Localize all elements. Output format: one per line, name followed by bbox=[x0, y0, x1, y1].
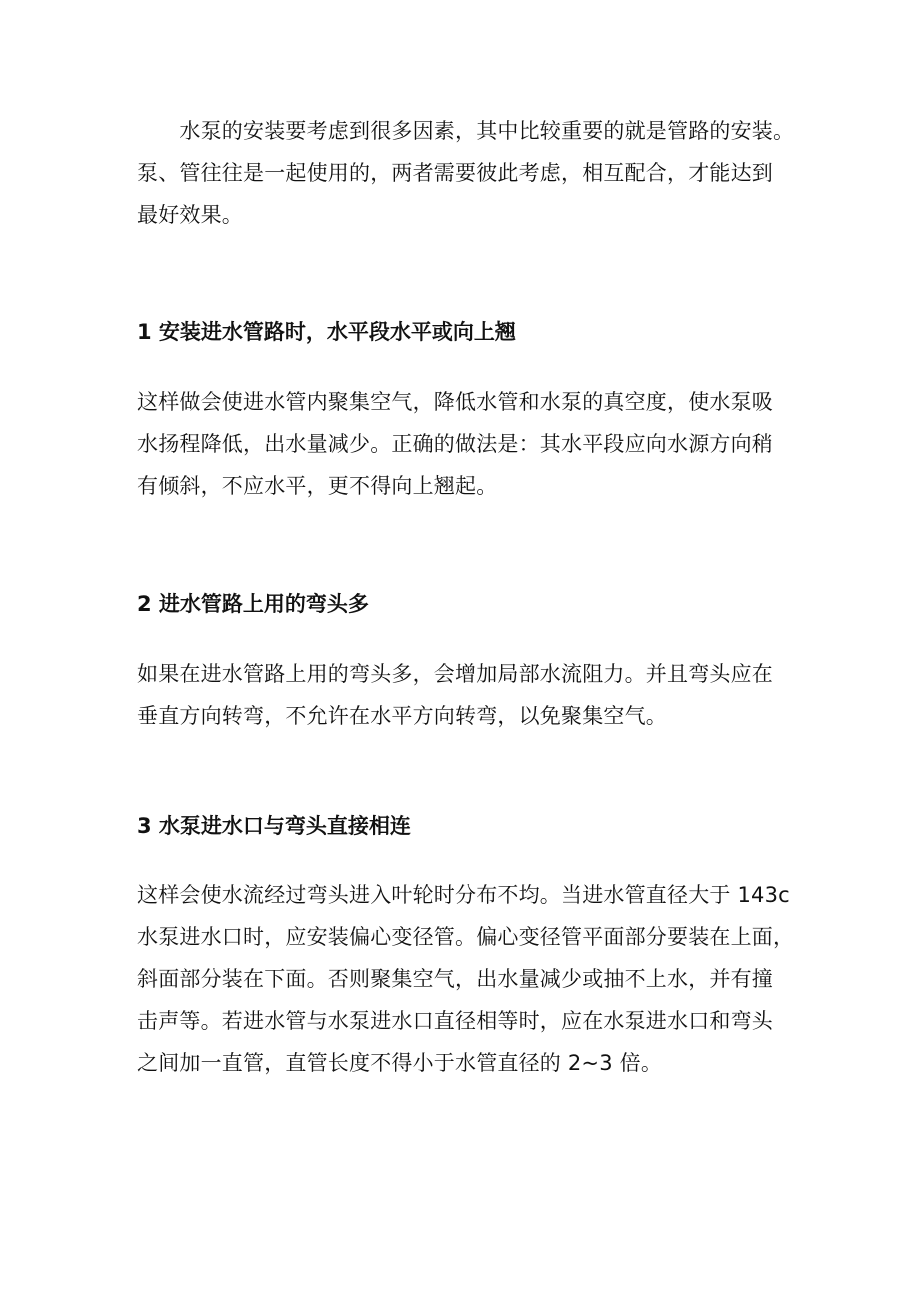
section-2-paragraph bbox=[137, 653, 797, 737]
heading-text: 1 安装进水管路时，水平段水平或向上翘 bbox=[137, 320, 516, 344]
section-1-paragraph bbox=[137, 381, 797, 507]
intro-paragraph bbox=[137, 110, 797, 236]
text-line: 水泵进水口时，应安装偏心变径管。偏心变径管平面部分要装在上面， bbox=[137, 925, 795, 949]
text-line: 水泵的安装要考虑到很多因素，其中比较重要的就是管路的安装。 bbox=[137, 119, 795, 143]
text-line: 如果在进水管路上用的弯头多，会增加局部水流阻力。并且弯头应在 bbox=[137, 662, 773, 686]
section-2-heading bbox=[137, 583, 797, 625]
heading-text: 3 水泵进水口与弯头直接相连 bbox=[137, 814, 411, 838]
text-line: 这样做会使进水管内聚集空气，降低水管和水泵的真空度，使水泵吸 bbox=[137, 390, 773, 414]
text-line: 这样会使水流经过弯头进入叶轮时分布不均。当进水管直径大于 143c bbox=[137, 883, 790, 907]
text-line: 水扬程降低，出水量减少。正确的做法是：其水平段应向水源方向稍 bbox=[137, 432, 773, 456]
text-line: 斜面部分装在下面。否则聚集空气，出水量减少或抽不上水，并有撞 bbox=[137, 967, 773, 991]
text-line: 垂直方向转弯，不允许在水平方向转弯，以免聚集空气。 bbox=[137, 704, 667, 728]
text-line: 之间加一直管，直管长度不得小于水管直径的 2~3 倍。 bbox=[137, 1051, 663, 1075]
text-line: 泵、管往往是一起使用的，两者需要彼此考虑，相互配合，才能达到 bbox=[137, 161, 773, 185]
text-line: 最好效果。 bbox=[137, 203, 243, 227]
section-3-paragraph bbox=[137, 874, 797, 1084]
section-3-heading bbox=[137, 805, 797, 847]
text-line: 有倾斜，不应水平，更不得向上翘起。 bbox=[137, 474, 498, 498]
text-line: 击声等。若进水管与水泵进水口直径相等时，应在水泵进水口和弯头 bbox=[137, 1009, 773, 1033]
section-1-heading bbox=[137, 311, 797, 353]
heading-text: 2 进水管路上用的弯头多 bbox=[137, 592, 369, 616]
